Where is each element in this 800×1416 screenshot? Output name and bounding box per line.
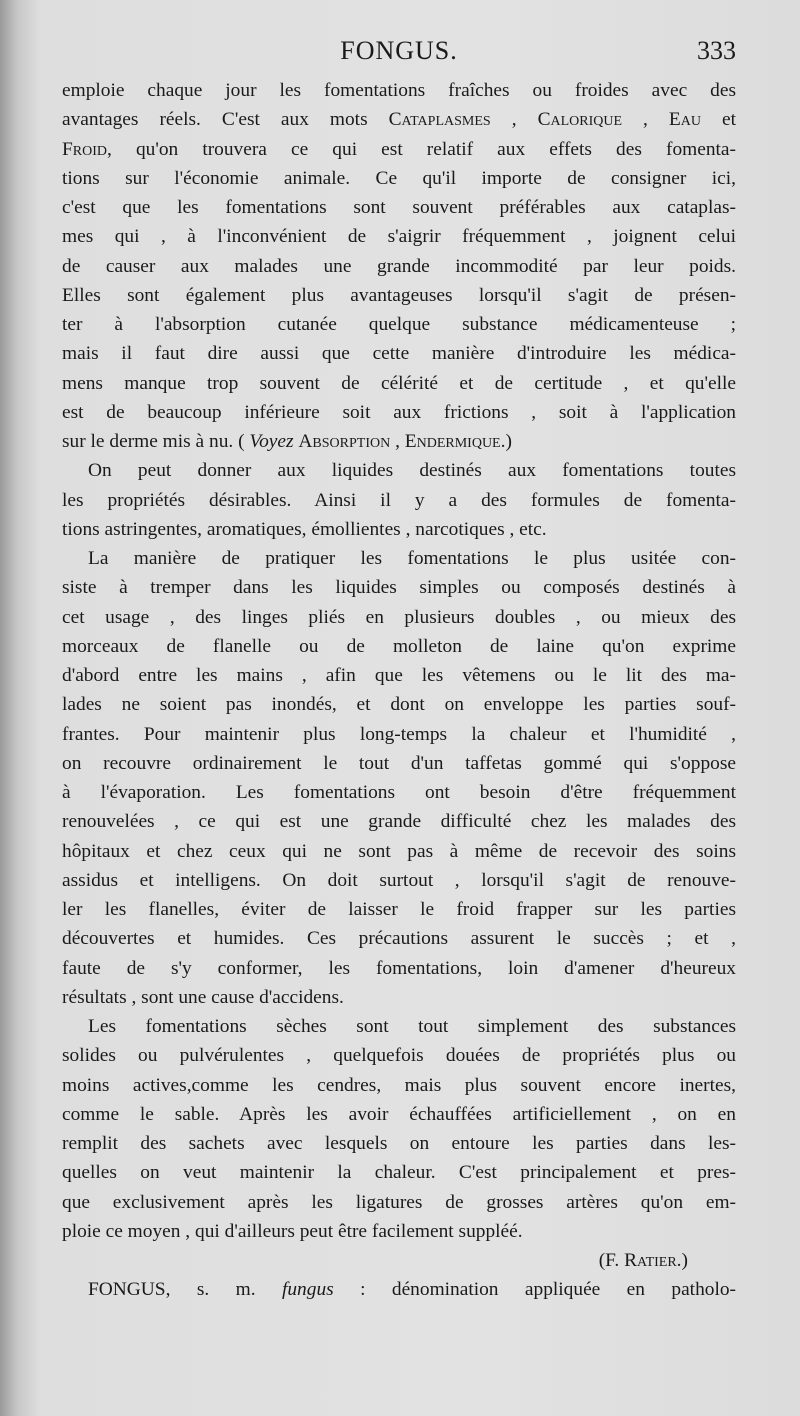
text-line <box>62 720 736 749</box>
text-run: à l'évaporation. Les fomentations ont besoin d'être fréquemment <box>62 782 736 803</box>
text-run: ter à l'absorption cutanée quelque substance médicamenteuse ; <box>62 314 736 335</box>
text-line <box>62 1188 736 1217</box>
text-run: cet usage , des linges pliés en plusieurs doubles , ou mieux des <box>62 606 736 628</box>
text-run: Les fomentations sèches sont tout simplement des substances <box>88 1016 736 1037</box>
small-caps-term: Absorption <box>298 431 391 452</box>
text-run: assidus et intelligens. On doit surtout , lorsqu'il s'agit de renouve- <box>62 869 736 891</box>
text-line <box>62 105 736 134</box>
small-caps-term: Cataplasmes <box>388 109 491 131</box>
text-run: mens manque trop souvent de célérité et de certitude , et qu'elle <box>62 372 736 394</box>
small-caps-term: Froid <box>62 138 108 160</box>
text-run: découvertes et humides. Ces précautions assurent le succès ; et , <box>62 928 736 950</box>
text-line <box>62 76 736 105</box>
text-line <box>62 310 736 339</box>
text-line <box>62 281 736 310</box>
text-line <box>62 164 736 193</box>
text-run: renouvelées , ce qui est une grande difficulté chez les malades des <box>62 811 736 833</box>
text-line <box>62 1217 736 1246</box>
text-run: Elles sont également plus avantageuses lorsqu'il s'agit de présen- <box>62 284 736 306</box>
text-run: comme le sable. Après les avoir échauffées artificiellement , on en <box>62 1103 736 1125</box>
page-header <box>62 36 736 70</box>
text-run: FONGUS, s. m. <box>88 1279 282 1301</box>
text-line <box>62 778 736 807</box>
text-run: c'est que les fomentations sont souvent préférables aux cataplas- <box>62 197 736 218</box>
text-line <box>62 690 736 719</box>
small-caps-term: Eau <box>668 109 701 131</box>
text-run: siste à tremper dans les liquides simples ou composés destinés à <box>62 577 736 599</box>
small-caps-term: Calorique <box>537 109 623 131</box>
text-run: On peut donner aux liquides destinés aux fomentations toutes <box>88 460 736 482</box>
text-line <box>62 427 736 456</box>
text-line <box>62 1100 736 1129</box>
text-run: faute de s'y conformer, les fomentations, loin d'amener d'heureux <box>62 957 736 979</box>
text-line <box>62 837 736 866</box>
text-run: on recouvre ordinairement le tout d'un taffetas gommé qui s'oppose <box>62 752 736 774</box>
text-run: de causer aux malades une grande incommodité par leur poids. <box>62 255 736 277</box>
text-line <box>62 252 736 281</box>
text-run: d'abord entre les mains , afin que les vêtemens ou le lit des ma- <box>62 665 736 686</box>
text-run: , <box>390 431 405 452</box>
text-line <box>62 1041 736 1070</box>
text-line <box>62 866 736 895</box>
text-run: , <box>490 109 538 131</box>
text-run: les propriétés désirables. Ainsi il y a des formules de fomenta- <box>62 489 736 511</box>
body-text <box>62 76 736 1305</box>
text-line <box>62 603 736 632</box>
text-line <box>62 1071 736 1100</box>
text-run: remplit des sachets avec lesquels on entoure les parties dans les- <box>62 1133 736 1154</box>
italic-term: fungus <box>281 1279 334 1301</box>
text-run: , <box>622 109 669 131</box>
text-line <box>62 515 736 544</box>
text-run: avantages réels. C'est aux mots <box>62 109 389 131</box>
text-run: moins actives,comme les cendres, mais plus souvent encore inertes, <box>62 1074 736 1096</box>
text-run: lades ne soient pas inondés, et dont on enveloppe les parties souf- <box>62 694 736 716</box>
text-line <box>62 339 736 368</box>
text-line <box>62 924 736 953</box>
text-line <box>62 398 736 427</box>
text-run: : dénomination appliquée en patholo- <box>333 1279 736 1301</box>
text-run: sur le derme mis à nu. ( <box>62 431 250 452</box>
text-run: La manière de pratiquer les fomentations le plus usitée con- <box>88 548 736 569</box>
text-line <box>62 1158 736 1187</box>
text-line <box>62 954 736 983</box>
text-run: est de beaucoup inférieure soit aux frictions , soit à l'application <box>62 401 736 423</box>
text-run: quelles on veut maintenir la chaleur. C'est principalement et pres- <box>62 1162 736 1184</box>
text-run: mes qui , à l'inconvénient de s'aigrir fréquemment , joignent celui <box>62 226 736 248</box>
text-line <box>62 222 736 251</box>
text-run: ) <box>505 431 512 452</box>
text-run: morceaux de flanelle ou de molleton de laine qu'on exprime <box>62 635 736 657</box>
text-line <box>62 632 736 661</box>
text-run: hôpitaux et chez ceux qui ne sont pas à même de recevoir des soins <box>62 840 736 862</box>
text-run: ploie ce moyen , qui d'ailleurs peut être facilement suppléé. <box>62 1220 523 1242</box>
text-line <box>62 807 736 836</box>
text-line <box>62 895 736 924</box>
text-run: que exclusivement après les ligatures de grosses artères qu'on em- <box>62 1191 736 1213</box>
text-run: résultats , sont une cause d'accidens. <box>62 986 344 1008</box>
text-run: , qu'on trouvera ce qui est relatif aux effets des fomenta- <box>107 138 736 160</box>
text-run: (F. <box>598 1250 625 1271</box>
text-line <box>62 983 736 1012</box>
text-line <box>62 544 736 573</box>
text-run: tions astringentes, aromatiques, émollientes , narcotiques , etc. <box>62 518 547 540</box>
text-line <box>62 456 736 485</box>
small-caps-term: Endermique. <box>404 431 506 452</box>
text-line <box>62 369 736 398</box>
text-line <box>62 573 736 602</box>
running-title: FONGUS. <box>340 36 458 65</box>
text-line <box>62 1129 736 1158</box>
text-run: mais il faut dire aussi que cette manière d'introduire les médica- <box>62 343 736 365</box>
text-run: solides ou pulvérulentes , quelquefois douées de propriétés plus ou <box>62 1045 736 1067</box>
text-line <box>62 135 736 164</box>
italic-term: Voyez <box>249 431 294 452</box>
text-run: frantes. Pour maintenir plus long-temps la chaleur et l'humidité , <box>62 723 736 745</box>
text-line <box>62 193 736 222</box>
text-line <box>62 749 736 778</box>
text-line <box>62 1012 736 1041</box>
text-line <box>62 661 736 690</box>
text-run: ) <box>681 1250 688 1271</box>
text-line <box>62 486 736 515</box>
text-line <box>62 1246 736 1275</box>
page-number: 333 <box>697 36 736 65</box>
text-run: emploie chaque jour les fomentations fraîches ou froides avec des <box>62 80 736 101</box>
text-run: et <box>701 109 736 131</box>
small-caps-term: Ratier. <box>624 1250 682 1271</box>
text-line <box>62 1275 736 1304</box>
text-run: tions sur l'économie animale. Ce qu'il importe de consigner ici, <box>62 167 736 189</box>
text-run: ler les flanelles, éviter de laisser le froid frapper sur les parties <box>62 899 736 920</box>
